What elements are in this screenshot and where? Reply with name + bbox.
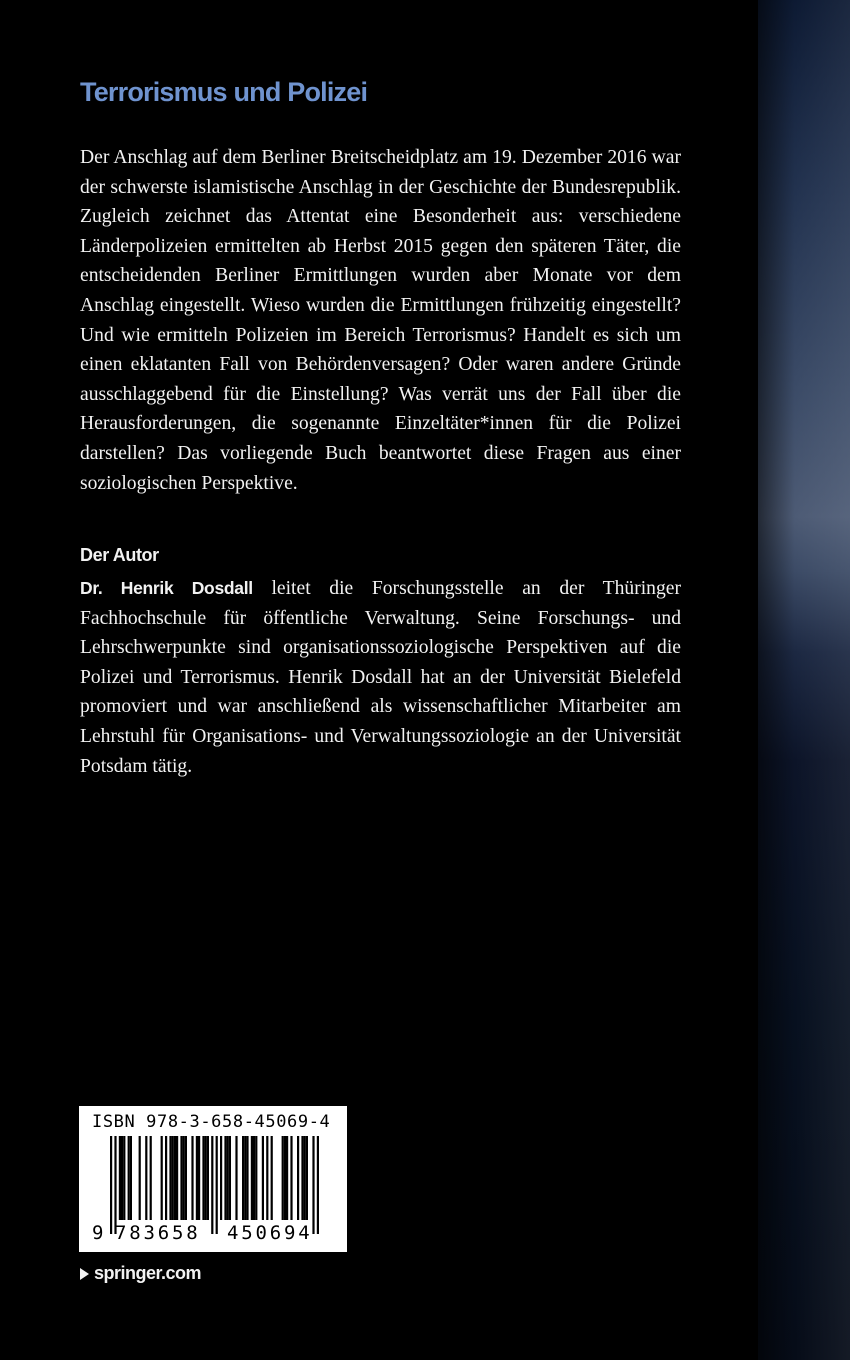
barcode-bar: [304, 1136, 306, 1220]
barcode-bar: [180, 1136, 182, 1220]
barcode-bar: [150, 1136, 152, 1220]
barcode-bar: [297, 1136, 299, 1220]
barcode-bar: [191, 1136, 193, 1220]
barcode-bar: [123, 1136, 125, 1220]
barcode-bar: [198, 1136, 200, 1220]
barcode-bar: [185, 1136, 187, 1220]
barcode-bar: [216, 1136, 218, 1234]
barcode-first-digit: 9: [92, 1222, 104, 1244]
barcode-bar: [121, 1136, 123, 1220]
barcode-bar: [211, 1136, 213, 1234]
author-name: Dr. Henrik Dosdall: [80, 578, 253, 598]
isbn-barcode: [79, 1106, 347, 1252]
barcode-bar: [169, 1136, 171, 1220]
barcode-bar: [145, 1136, 147, 1220]
barcode-bar: [235, 1136, 237, 1220]
barcode-bar: [176, 1136, 178, 1220]
barcode-bar: [139, 1136, 141, 1220]
author-heading: Der Autor: [80, 545, 159, 565]
barcode-bar: [317, 1136, 319, 1234]
barcode-bar: [224, 1136, 226, 1220]
publisher-url: springer.com: [94, 1263, 202, 1283]
barcode-bar: [128, 1136, 130, 1220]
barcode-left-digits: 783658: [115, 1222, 201, 1244]
barcode-bar: [207, 1136, 209, 1220]
barcode-bar: [165, 1136, 167, 1220]
barcode-bar: [255, 1136, 257, 1220]
barcode-bar: [161, 1136, 163, 1220]
barcode-bar: [244, 1136, 246, 1220]
barcode-bar: [172, 1136, 174, 1220]
barcode-bar: [246, 1136, 248, 1220]
barcode-bar: [202, 1136, 204, 1220]
barcode-right-digits: 450694: [227, 1222, 313, 1244]
barcode-bar: [301, 1136, 303, 1220]
barcode-bar: [119, 1136, 121, 1220]
book-blurb: Der Anschlag auf dem Berliner Breitscheidplatz am 19. Dezember 2016 war der schwerste islamistische Anschlag in der Geschichte der Bundesrepublik. Zugleich zeichnet das Attentat eine Besonderheit aus: verschiedene Länderpolizeien ermittelten ab Herbst 2015 gegen den späteren Täter, die entscheidenden Berliner Ermittlungen wurden aber Monate vor dem Anschlag eingestellt. Wieso wurden die Ermittlungen frühzeitig eingestellt? Und wie ermitteln Polizeien im Bereich Terrorismus? Handelt es sich um einen eklatanten Fall von Behördenversagen? Oder waren andere Gründe ausschlaggebend für die Einstellung? Was verrät uns der Fall über die Herausforderungen, die sogenannte Einzeltäter*innen für die Polizei darstellen? Das vorliegende Buch beantwortet diese Fragen aus einer soziologischen Perspektive.: [80, 147, 681, 494]
author-bio-paragraph: [80, 574, 681, 781]
author-bio: leitet die Forschungsstelle an der Thüringer Fachhochschule für öffentliche Verwaltung. Seine Forschungs- und Lehrschwerpunkte sind organisationssoziologische Perspektiven auf die Polizei und Terrorismus. Henrik Dosdall hat an der Universität Bielefeld promoviert und war anschließend als wissenschaftlicher Mitarbeiter am Lehrstuhl für Organisations- und Verwaltungssoziologie an der Universität Potsdam tätig.: [80, 578, 681, 777]
barcode-bar: [174, 1136, 176, 1220]
barcode-bar: [290, 1136, 292, 1220]
book-title: Terrorismus und Polizei: [80, 77, 368, 107]
barcode-bar: [286, 1136, 288, 1220]
barcode-bar: [110, 1136, 112, 1234]
barcode-bar: [242, 1136, 244, 1220]
barcode-bar: [220, 1136, 222, 1220]
barcode-bar: [266, 1136, 268, 1220]
barcode-bar: [262, 1136, 264, 1220]
barcode-bar: [306, 1136, 308, 1220]
barcode-bar: [183, 1136, 185, 1220]
barcode-bar: [130, 1136, 132, 1220]
barcode-bar: [227, 1136, 229, 1220]
barcode-bar: [282, 1136, 284, 1220]
barcode-bar: [284, 1136, 286, 1220]
barcode-bar: [251, 1136, 253, 1220]
arrow-right-icon: [80, 1268, 89, 1280]
barcode-bar: [271, 1136, 273, 1220]
barcode-bar: [114, 1136, 116, 1234]
barcode-bar: [196, 1136, 198, 1220]
publisher-link[interactable]: [80, 1263, 201, 1284]
barcode-bar: [205, 1136, 207, 1220]
barcode-bar: [253, 1136, 255, 1220]
isbn-label: ISBN 978-3-658-45069-4: [92, 1112, 331, 1132]
barcode-bar: [312, 1136, 314, 1234]
barcode-bar: [229, 1136, 231, 1220]
spine-image-strip: [758, 0, 850, 1360]
